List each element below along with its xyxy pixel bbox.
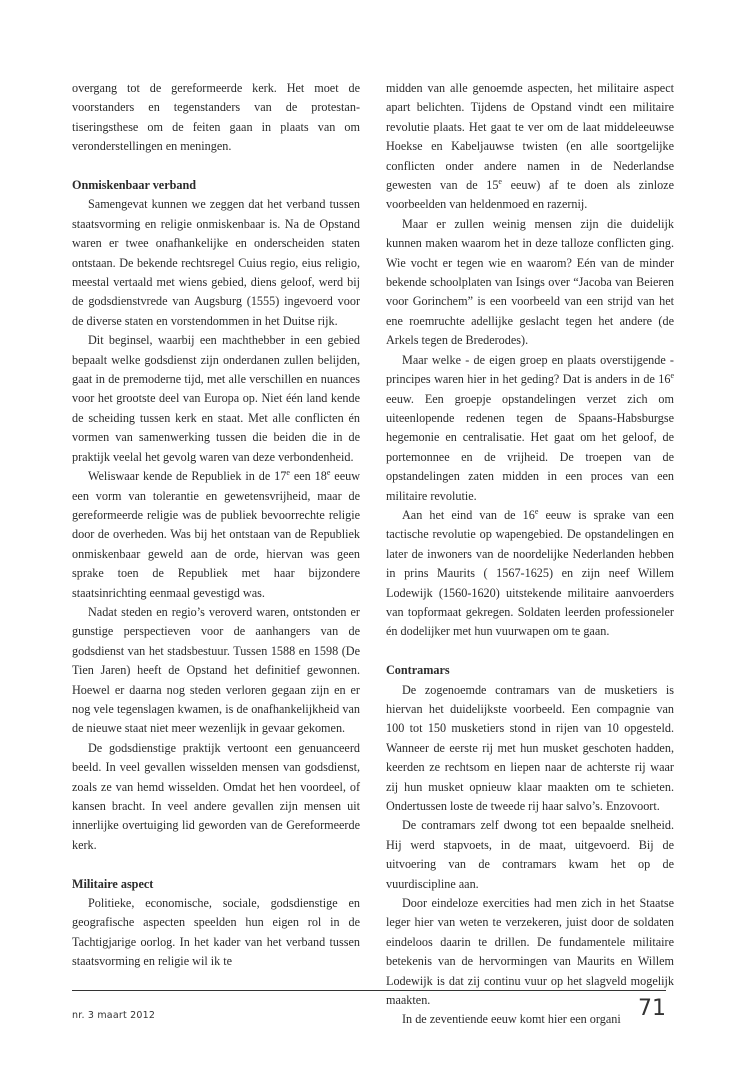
paragraph: De zogenoemde contramars van de musketiers is hiervan het duidelijkste voorbeeld. Een compagnie van 100 tot 150 musketiers stond in rijen van 10 opgesteld. Wanneer de eerste rij met hun musket geschoten hadden, keerden ze rechtsom en liepen naar de achterste rij waar zij hun musket opnieuw klaar maakten om te schieten. Ondertussen loste de tweede rij haar salvo’s. Enzovoort. [386,682,674,814]
section-heading-onmiskenbaar-verband: Onmiskenbaar verband [72,178,197,193]
paragraph: De godsdienstige praktijk vertoont een genuanceerd beeld. In veel gevallen wisselden mensen van godsdienst, zoals ze van hemd wisselden. Omdat het hen voordeel, of kansen bracht. In veel andere gevallen zijn mensen uit innerlijke overtuiging lid geworden van de Gereformeerde kerk. [72,740,360,852]
paragraph: In de zeventiende eeuw komt hier een organi [402,1012,621,1027]
paragraph: midden van alle genoemde aspecten, het militaire aspect apart belichten. Tijdens de Opstand vindt een militaire revolutie plaats. Het gaat te ver om de laat middeleeuwse Hoekse en Kabeljauwse twisten (en alle soortgelijke conflicten onder andere namen in de Nederlandse gewesten van de 15e eeuw) af te doen als zinloze voorbeelden van heldenmoed en razernij. [386,81,674,212]
paragraph: Weliswaar kende de Republiek in de 17e een 18e eeuw een vorm van tolerantie en gewetensvrijheid, maar de gereformeerde religie was de publiek bevoorrechte religie door de overheden. Was bij het ontstaan van de Republiek onmiskenbaar geweld aan de orde, hiervan was geen sprake toen de Republiek met haar bijzondere staatsinrichting eenmaal gevestigd was. [72,468,360,600]
paragraph: Door eindeloze exercities had men zich in het Staatse leger hier van weten te verzekeren, juist door de soldaten eindeloos daarin te drillen. De fundamentele militaire betekenis van de hervormingen van Maurits en Willem Lodewijk is dat zij continu vuur op het slagveld mogelijk maakten. [386,896,674,1008]
right-column [386,79,674,1030]
paragraph: Nadat steden en regio’s veroverd waren, ontstonden er gunstige perspectieven voor de aanhangers van de godsdienst van het stadsbestuur. Tussen 1588 en 1598 (De Tien Jaren) heeft de Opstand het definitief gewonnen. Hoewel er daarna nog steden verloren gegaan zijn en er nog vele tegenslagen kwamen, is de onafhankelijkheid van de nieuwe staat niet meer wezenlijk in gevaar gekomen. [72,604,360,736]
left-column [72,79,360,972]
paragraph: Maar er zullen weinig mensen zijn die duidelijk kunnen maken waarom het in deze talloze conflicten ging. Wie vocht er tegen wie en waarom? Eén van de minder bekende schoolplaten van Isings over “Jacoba van Beieren voor Gorinchem” is een voorbeeld van een strijd van het ene roemruchte adellijke geslacht tegen het andere (de Arkels tegen de Brederodes). [386,216,674,348]
paragraph: overgang tot de gereformeerde kerk. Het moet de voorstanders en tegenstanders van de protestantiseringsthese om de feiten gaan in plaats van om veronderstellingen en meningen. [72,81,360,154]
issue-label: nr. 3 maart 2012 [72,1010,156,1021]
paragraph: Maar welke - de eigen groep en plaats overstijgende - principes waren hier in het geding? Dat is anders in de 16e eeuw. Een groepje opstandelingen verzet zich om uiteenlopende redenen tegen de Spaans-Habsburgse hegemonie en centralisatie. Het gaat om het geloof, de portemonnee en de vrijheid. De troepen van de opstandelingen zaten midden in een proces van een militaire revolutie. [386,352,674,503]
paragraph: Samengevat kunnen we zeggen dat het verband tussen staatsvorming en religie onmiskenbaar is. Na de Opstand waren er twee onafhankelijke en onderscheiden staten ontstaan. De bekende rechtsregel Cuius regio, eius religio, meestal vertaald met wiens gebied, diens geloof, werd bij de godsdienstvrede van Augsburg (1555) ingevoerd voor de diverse staten en vorstendommen in het Duitse rijk. [72,197,360,328]
page-number: 71 [638,996,666,1021]
paragraph: Dit beginsel, waarbij een machthebber in een gebied bepaalt welke godsdienst zijn onderdanen zullen belijden, gaat in de premoderne tijd, met alle verschillen en nuances voor het grootste deel van Europa op. Niet één land kende de scheiding tussen kerk en staat. Met alle conflicten én vormen van samenwerking tussen die beiden die in de praktijk veelal het gevolg waren van deze verbondenheid. [72,333,360,464]
section-heading-contramars: Contramars [386,663,450,678]
footer-divider [72,990,666,991]
section-heading-militaire-aspect: Militaire aspect [72,876,154,891]
paragraph: Politieke, economische, sociale, godsdienstige en geografische aspecten speelden hun eigen rol in de Tachtigjarige oorlog. In het kader van het verband tussen staatsvorming en religie wil ik te [72,896,360,969]
paragraph: De contramars zelf dwong tot een bepaalde snelheid. Hij werd stapvoets, in de maat, uitgevoerd. Bij de uitvoering van de contramars kwam het op de vuurdiscipline aan. [386,818,674,891]
paragraph: Aan het eind van de 16e eeuw is sprake van een tactische revolutie op wapengebied. De opstandelingen en later de inwoners van de noordelijke Nederlanden hebben in prins Maurits ( 1567-1625) en zijn neef Willem Lodewijk (1560-1620) uitstekende militaire aanvoerders van topformaat gekregen. Soldaten leerden professioneler én dodelijker met hun vuurwapen om te gaan. [386,506,674,639]
